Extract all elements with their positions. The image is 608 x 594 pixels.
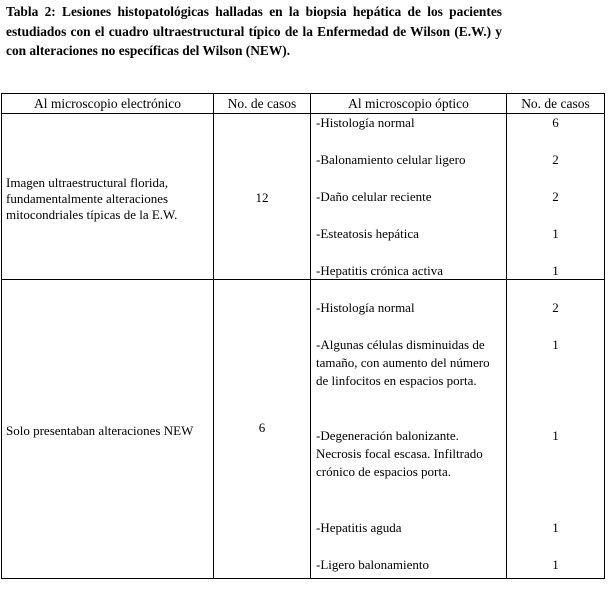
electron-finding: Solo presentaban alteraciones NEW bbox=[2, 280, 214, 579]
optical-finding: -Algunas células disminuidas de tamaño, con aumento del número de linfocitos en espacios porta. bbox=[316, 337, 490, 388]
optical-count: 1 bbox=[552, 263, 559, 278]
electron-cases: 6 bbox=[214, 280, 311, 579]
optical-count: 1 bbox=[552, 557, 559, 572]
table-row bbox=[2, 114, 605, 280]
optical-count: 1 bbox=[552, 428, 559, 443]
optical-count: 1 bbox=[552, 337, 559, 352]
header-cases-electron: No. de casos bbox=[214, 94, 311, 114]
optical-count: 1 bbox=[552, 520, 559, 535]
electron-finding: Imagen ultraestructural florida, fundamentalmente alteraciones mitocondriales típicas de la E.W. bbox=[2, 114, 214, 280]
table-row bbox=[2, 280, 605, 579]
electron-cases: 12 bbox=[214, 114, 311, 280]
lesions-table bbox=[1, 93, 605, 579]
optical-count: 2 bbox=[552, 152, 559, 167]
optical-count: 2 bbox=[552, 189, 559, 204]
optical-finding: -Esteatosis hepática bbox=[316, 226, 419, 241]
optical-finding: -Ligero balonamiento bbox=[316, 557, 429, 572]
header-optical-microscope: Al microscopio óptico bbox=[311, 94, 507, 114]
optical-count: 2 bbox=[552, 300, 559, 315]
optical-findings-cell bbox=[311, 114, 507, 280]
header-electron-microscope: Al microscopio electrónico bbox=[2, 94, 214, 114]
header-cases-optical: No. de casos bbox=[507, 94, 605, 114]
optical-finding: -Hepatitis aguda bbox=[316, 520, 402, 535]
optical-finding: -Hepatitis crónica activa bbox=[316, 263, 444, 278]
optical-finding: -Histología normal bbox=[316, 115, 415, 130]
optical-count: 1 bbox=[552, 226, 559, 241]
optical-counts-cell bbox=[507, 280, 605, 579]
optical-finding: -Daño celular reciente bbox=[316, 189, 432, 204]
optical-finding: -Histología normal bbox=[316, 300, 415, 315]
header-row bbox=[2, 94, 605, 114]
optical-finding: -Degeneración balonizante. Necrosis focal escasa. Infiltrado crónico de espacios porta. bbox=[316, 428, 483, 479]
optical-finding: -Balonamiento celular ligero bbox=[316, 152, 466, 167]
optical-count: 6 bbox=[552, 115, 559, 130]
optical-counts-cell bbox=[507, 114, 605, 280]
table-caption: Tabla 2: Lesiones histopatológicas halladas en la biopsia hepática de los pacientes estudiados con el cuadro ultraestructural típico de la Enfermedad de Wilson (E.W.) y con alteraciones no específicas del Wilson (NEW). bbox=[6, 4, 502, 58]
optical-findings-cell bbox=[311, 280, 507, 579]
